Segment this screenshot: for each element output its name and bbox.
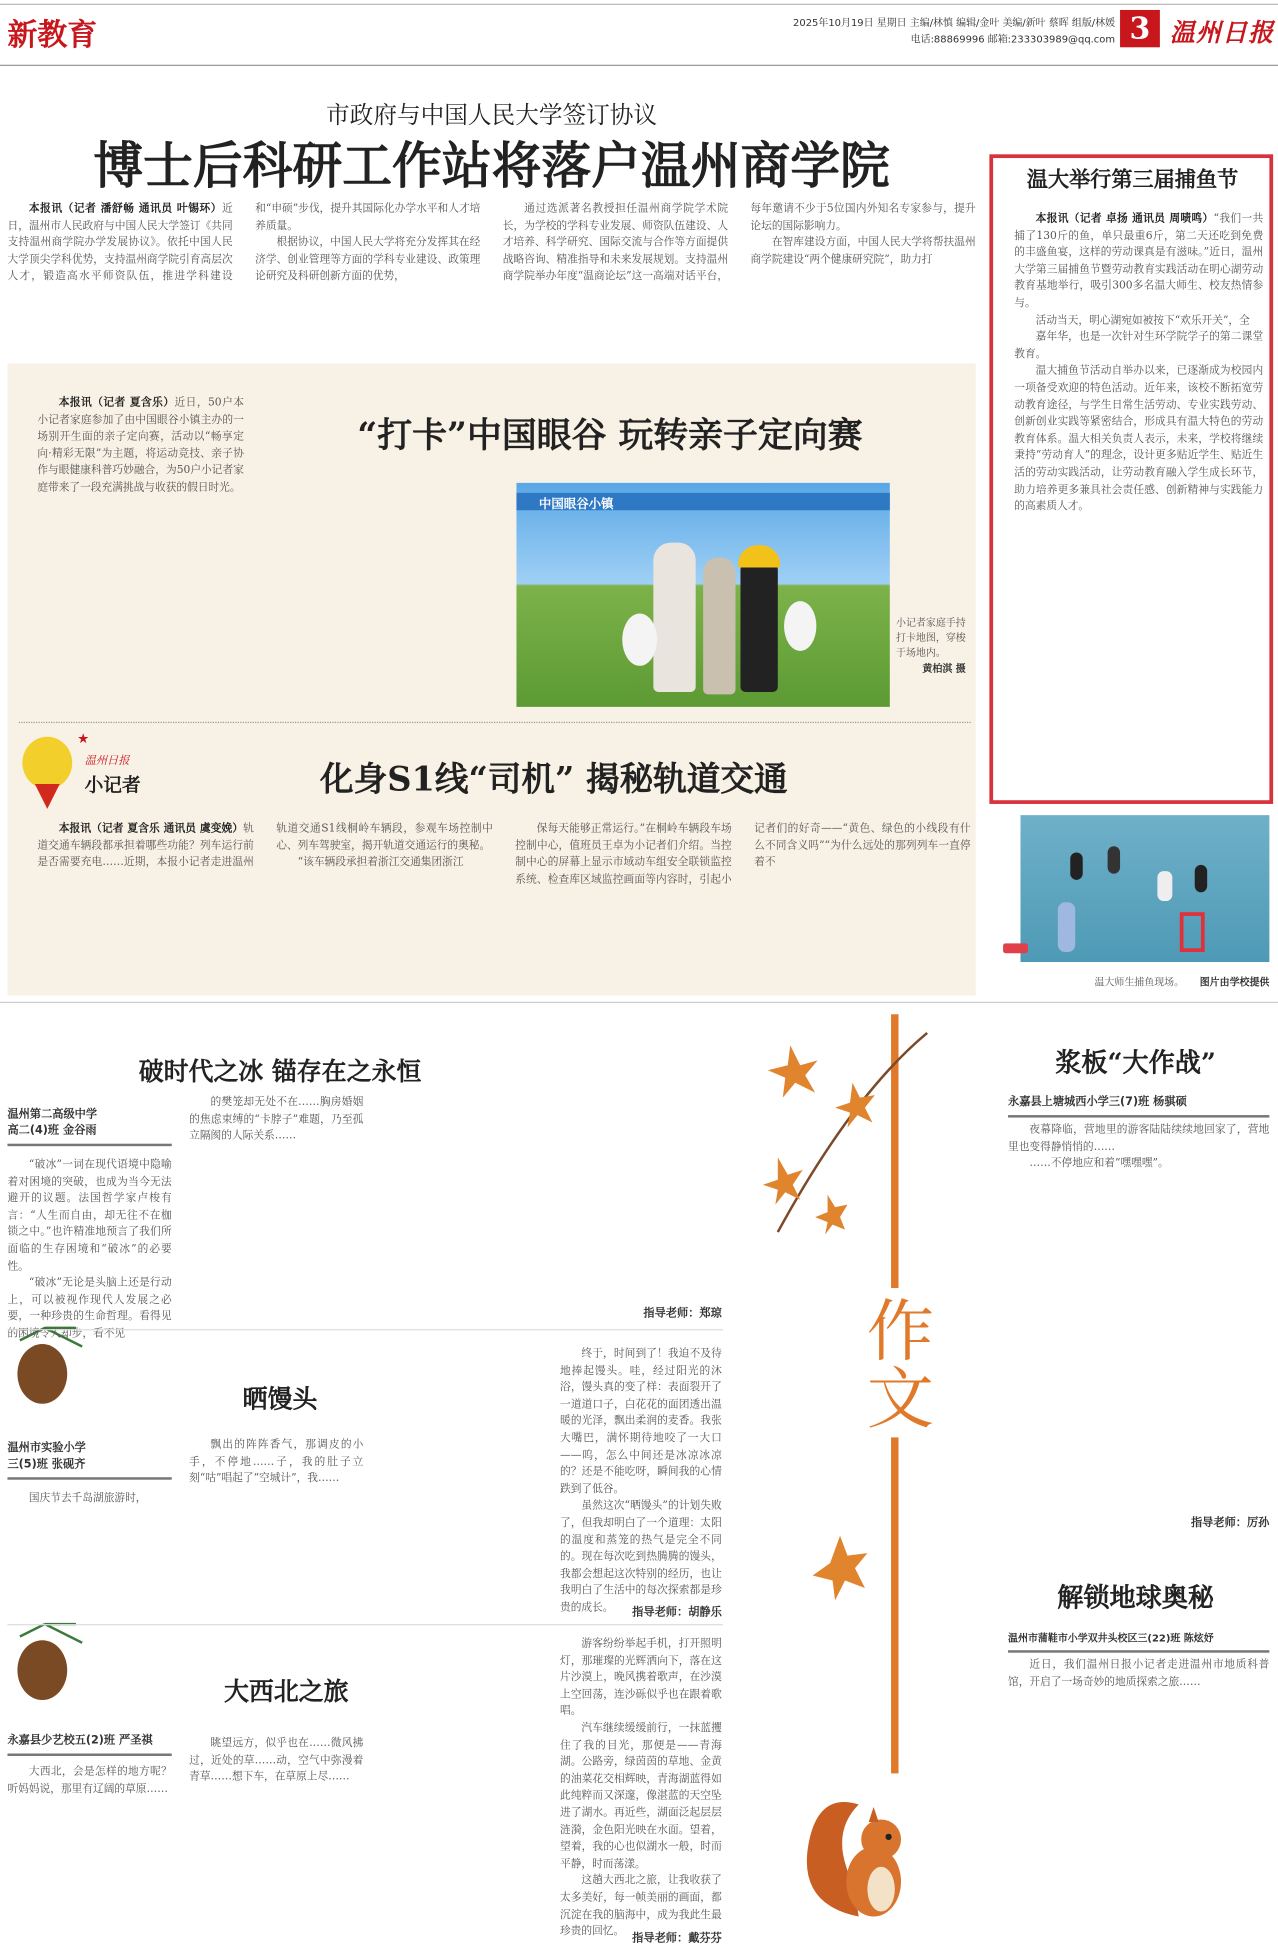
badge-logo: 温州日报: [84, 755, 130, 768]
eyeball-mascot: [622, 614, 657, 666]
essay-author: 永嘉县少艺校五(2)班 严圣祺: [7, 1734, 153, 1748]
essay-byline: [1008, 1630, 1269, 1652]
essay-byline: [7, 1734, 171, 1756]
essay-title: 浆板“大作战”: [1055, 1046, 1216, 1078]
masthead-info: [672, 15, 1115, 47]
branch: [778, 1033, 927, 1232]
section-divider: [0, 1002, 1278, 1003]
photo-credit: 图片由学校提供: [1199, 975, 1270, 989]
photo-caption: [1020, 976, 1269, 990]
person-figure: [1157, 871, 1172, 901]
essay-body: [1008, 1658, 1269, 1932]
paragraph-text: 轨道交通车辆段都承担着哪些功能？列车运行前是否需要充电……近期，本报小记者走进温州轨道交通S1线桐岭车辆段，参观车场控制中心、列车驾驶室，揭开轨道交通运行的奥秘。: [37, 822, 493, 869]
paragraph-text: 嘉年华，也是一次针对生环学院学子的第二课堂教育。: [1014, 331, 1264, 361]
person-figure: [653, 543, 695, 692]
star-icon: ★: [77, 730, 90, 747]
dateline: 本报讯（记者 潘舒畅 通讯员 叶锡环）: [28, 202, 223, 216]
highlight-marker: [1180, 912, 1205, 952]
article-kicker: 市政府与中国人民大学签订协议: [326, 102, 658, 130]
paragraph: [1014, 330, 1263, 364]
essay-title: 解锁地球奥秘: [1057, 1581, 1215, 1613]
paragraph: 的樊笼却无处不在……胸房婚姻的焦虑束缚的“卡脖子”难题，乃至孤立隔阂的人际关系……: [189, 1096, 364, 1143]
paragraph: [515, 821, 970, 889]
essay-divider: [7, 1624, 723, 1625]
essay-teacher: 指导老师：戴芬芬: [632, 1932, 722, 1946]
contact-line: 电话:88869996 邮箱:233303989@qq.com: [910, 33, 1116, 45]
essay-author: 温州市蒲鞋市小学双井头校区三(22)班 陈炫妤: [1008, 1632, 1214, 1644]
eyeball-mascot: [784, 601, 816, 651]
reporter-mascot-icon: [22, 737, 72, 789]
article-headline: 博士后科研工作站将落户温州商学院: [93, 136, 890, 196]
dateline: 本报讯（记者 卓扬 通讯员 周啧鸣）: [1035, 212, 1214, 226]
essay-title: 大西北之旅: [224, 1676, 349, 1707]
maple-leaves-illustration: [753, 1020, 940, 1256]
paragraph-text: 在智库建设方面，中国人民大学将帮扶温州商学院建设“两个健康研究院”，助力打: [750, 236, 976, 267]
essay-divider: [7, 1329, 723, 1330]
article-headline: 温大举行第三届捕鱼节: [1026, 168, 1239, 193]
red-scarf-icon: [35, 784, 60, 809]
essay-body: [189, 1437, 363, 1611]
paragraph: [255, 235, 480, 286]
person-figure: [1108, 846, 1120, 873]
photo-credit: 黄柏淇 摄: [922, 662, 966, 675]
paragraph-text: 近日，50户本小记者家庭参加了由中国眼谷小镇主办的一场别开生面的亲子定向赛，活动以“畅享定向·精彩无限”为主题，将运动竞技、亲子协作与眼健康科普巧妙融合，为50户小记者家庭带来了一段充满挑战与收获的假日时光。: [37, 396, 244, 495]
caption-text: 小记者家庭手持打卡地图，穿梭于场地内。: [896, 617, 966, 659]
essay-body: [560, 1637, 722, 1938]
paragraph: 这趟大西北之旅，让我收获了太多美好，每一帧美丽的画面，都沉淀在我的脑海中，成为我此生最珍贵的回忆。: [560, 1874, 722, 1938]
essay-byline: [7, 1108, 171, 1147]
essay-body: [189, 1736, 363, 1935]
paragraph: 汽车继续缓缓前行，一抹蓝攫住了我的目光，那便是——青海湖。公路旁，绿茵茵的草地、金黄的油菜花交相辉映，青海湖蓝得如此纯粹而又深邃，像湛蓝的天空坠进了湖水。再近些，湖面泛起层层涟漪，金色阳光映在水面。望着，望着，我的心也似湖水一般，时而平静，时而荡漾。: [560, 1722, 722, 1871]
child-figure: [703, 558, 735, 695]
paragraph: 国庆节去千岛湖旅游时，: [28, 1492, 147, 1505]
dotted-divider: [19, 722, 971, 723]
yellow-hat: [738, 545, 780, 567]
paragraph-text: 保每天能够正常运行。”在桐岭车辆段车场控制中心，值班员王卓为小记者们介绍。当控制中心的屏幕上显示市域动车组安全联锁监控系统、检查库区域监控画面等内容时，引起小记者们的好奇——“黄色、绿色的小线段有什么不同含义吗”“为什么远处的那列列车一直停着不: [515, 822, 971, 886]
pinecone-icon: [7, 1618, 94, 1705]
paper-logo: 温州日报: [1169, 17, 1275, 48]
header-rule: [0, 65, 1278, 66]
paragraph-text: 通过选派著名教授担任温州商学院学术院长，为学校的学科专业发展、师资队伍建设、人才培养、科学研究、国际交流与合作等方面提供战略咨询、精准指导和未来发展规划。支持温州商学院举办年度“温商论坛”这一高端对话平台，每年邀请不少于5位国内外知名专家参与，提升论坛的国际影响力。: [502, 202, 976, 283]
essay-school: 温州第二高级中学: [7, 1108, 98, 1122]
badge-label: 小记者: [84, 774, 141, 797]
child-figure: [740, 553, 777, 692]
paragraph: 终于，时间到了！我迫不及待地捧起馒头。哇，经过阳光的沐浴，馒头真的变了样：表面裂开了一道道口子，白花花的面团透出温暖的光泽，飘出柔润的麦香。我张大嘴巴，满怀期待地咬了一大口——呜，怎么中间还是冰凉冰凉的？还是不能吃呀，瞬间我的心情跌到了低谷。: [560, 1347, 722, 1496]
essay-author: 永嘉县上塘城西小学三(7)班 杨骐硕: [1008, 1096, 1187, 1109]
caption-text: 温大师生捕鱼现场。: [1094, 976, 1185, 989]
person-figure: [1070, 852, 1082, 879]
paragraph-text: 根据协议，中国人民大学将充分发挥其在经济学、创业管理等方面的学科专业建设、政策理论研究及科研创新方面的优势，: [255, 236, 481, 283]
photo-caption: [896, 616, 966, 676]
paragraph: [750, 235, 975, 269]
fishing-photo: [1020, 815, 1269, 962]
maple-leaf-icon: [803, 1531, 878, 1606]
article-body: [1014, 212, 1263, 791]
article-body: [37, 396, 244, 713]
essay-body: [7, 1765, 171, 1939]
essay-teacher: 指导老师：厉孙: [1190, 1517, 1270, 1530]
paragraph: 飘出的阵阵香气，那调皮的小手，不停地……子，我的肚子立刻“咕”唱起了“空城计”，我……: [189, 1438, 364, 1485]
article-headline: “打卡”中国眼谷 玩转亲子定向赛: [357, 414, 863, 456]
paragraph: [276, 855, 493, 872]
paragraph-text: 近日，温州市人民政府与中国人民大学签订《共同支持温州商学院办学发展协议》。依托中国人民大学顶尖学科优势，支持温州商学院引育高层次人才，锻造高水平师资队伍，推进学科建设和“申硕”步伐，提升其国际化办学水平和人才培养质量。: [7, 202, 481, 283]
paragraph-text: “该车辆段承担着浙江交通集团浙江: [297, 856, 464, 869]
paragraph: 近日，我们温州日报小记者走进温州市地质科普馆，开启了一场奇妙的地质探索之旅……: [1008, 1658, 1270, 1689]
essay-title: 破时代之冰 锚存在之永恒: [138, 1056, 422, 1087]
maple-leaf-icons: [763, 1045, 875, 1234]
dateline: 本报讯（记者 夏含乐 通讯员 虞变娩）: [58, 822, 244, 836]
essay-author: 高二(4)班 金谷雨: [7, 1125, 97, 1138]
article-body: [37, 821, 970, 983]
paragraph: “破冰”无论是头脑上还是行动上，可以被视作现代人发展之必要，一种珍贵的生命哲理。看得见的困境令人却步，看不见: [7, 1277, 172, 1341]
essay-body: [7, 1157, 172, 1341]
person-figure: [1195, 865, 1207, 892]
paragraph: [1014, 364, 1263, 516]
essay-byline: [7, 1441, 171, 1480]
date-line: 2025年10月19日 星期日 主编/林慎 编辑/金叶 美编/新叶 蔡晖 组版/林媛: [793, 17, 1116, 29]
paragraph: 游客纷纷举起手机，打开照明灯，那璀璨的光辉洒向下，落在这片沙漠上，晚风携着歌声，在沙漠上空回荡，连沙砾似乎也在跟着歌唱。: [560, 1637, 722, 1718]
essay-title: 晒馒头: [242, 1383, 318, 1414]
paragraph-text: 温大捕鱼节活动自举办以来，已逐渐成为校园内一项备受欢迎的特色活动。近年来，该校不断拓宽劳动教育途径，与学生日常生活劳动、专业实践劳动、创新创业实践等紧密结合，形成具有温大特色的劳动教育体系。温大相关负责人表示，未来，学校将继续秉持“劳动育人”的理念，设计更多贴近学生、贴近生活的劳动实践活动，让劳动教育融入学生成长环节，助力培养更多兼具社会责任感、创新精神与实践能力的高素质人才。: [1014, 365, 1264, 513]
dateline: 本报讯（记者 夏含乐）: [58, 396, 175, 410]
essay-author: 三(5)班 张砚齐: [7, 1458, 86, 1471]
essay-body: [1008, 1123, 1269, 1509]
section-title: 新教育: [7, 17, 98, 53]
paragraph-text: 活动当天，明心湖宛如被按下“欢乐开关”，全: [1035, 314, 1250, 327]
top-rule: [0, 4, 1278, 5]
paragraph: 夜幕降临，营地里的游客陆陆续续地回家了，营地里也变得静悄悄的……: [1008, 1123, 1270, 1154]
paragraph: 虽然这次“晒馒头”的计划失败了，但我却明白了一个道理：太阳的温度和蒸笼的热气是完全不同的。现在每次吃到热腾腾的馒头，我都会想起这次特别的经历，也让我明白了生活中的每次探索都是珍贵的成长。: [560, 1500, 722, 1614]
paragraph: [1014, 212, 1263, 314]
red-tag-icon: [1003, 943, 1028, 953]
paragraph: [1014, 313, 1263, 330]
squirrel-illustration: [784, 1780, 921, 1936]
essay-teacher: 指导老师：郑琼: [643, 1307, 722, 1321]
article-headline: 化身S1线“司机” 揭秘轨道交通: [319, 760, 788, 799]
person-figure: [1058, 902, 1075, 952]
paragraph: “破冰”一词在现代语境中隐喻着对困境的突破，也成为当今无法避开的议题。法国哲学家卢梭有言：“人生而自由，却无往不在枷锁之中。”也许精准地预言了我们所面临的生存困境和“破冰”的必要性。: [7, 1158, 172, 1273]
essay-body: [189, 1095, 363, 1319]
paragraph: 大西北，会是怎样的地方呢？听妈妈说，那里有辽阔的草原……: [7, 1765, 172, 1796]
page-number: 3: [1120, 10, 1160, 47]
essay-column-label: 作文: [859, 1288, 934, 1437]
essay-body: [7, 1491, 171, 1615]
paragraph-text: “我们一共捕了130斤的鱼，单只最重6斤，第二天还吃到免费的丰盛鱼宴，这样的劳动课真是有滋味。”近日，温州大学第三届捕鱼节暨劳动教育实践活动在明心湖劳动教育基地举行，吸引300多名温大师生、校友热情参与。: [1014, 212, 1264, 310]
paragraph: ……不停地应和着“嘿嘿嘿”。: [1029, 1157, 1169, 1171]
essay-school: 温州市实验小学: [7, 1442, 86, 1455]
photo-banner-text: 中国眼谷小镇: [538, 497, 614, 512]
paragraph: 眺望远方，似乎也在……微风拂过，近处的草……动，空气中弥漫着青草……想下车，在草原上尽……: [189, 1737, 364, 1784]
orienteering-photo: [516, 483, 889, 707]
essay-teacher: 指导老师：胡静乐: [632, 1606, 722, 1620]
essay-byline: [1008, 1095, 1269, 1117]
article-body: [7, 202, 975, 356]
paragraph: [37, 396, 244, 498]
